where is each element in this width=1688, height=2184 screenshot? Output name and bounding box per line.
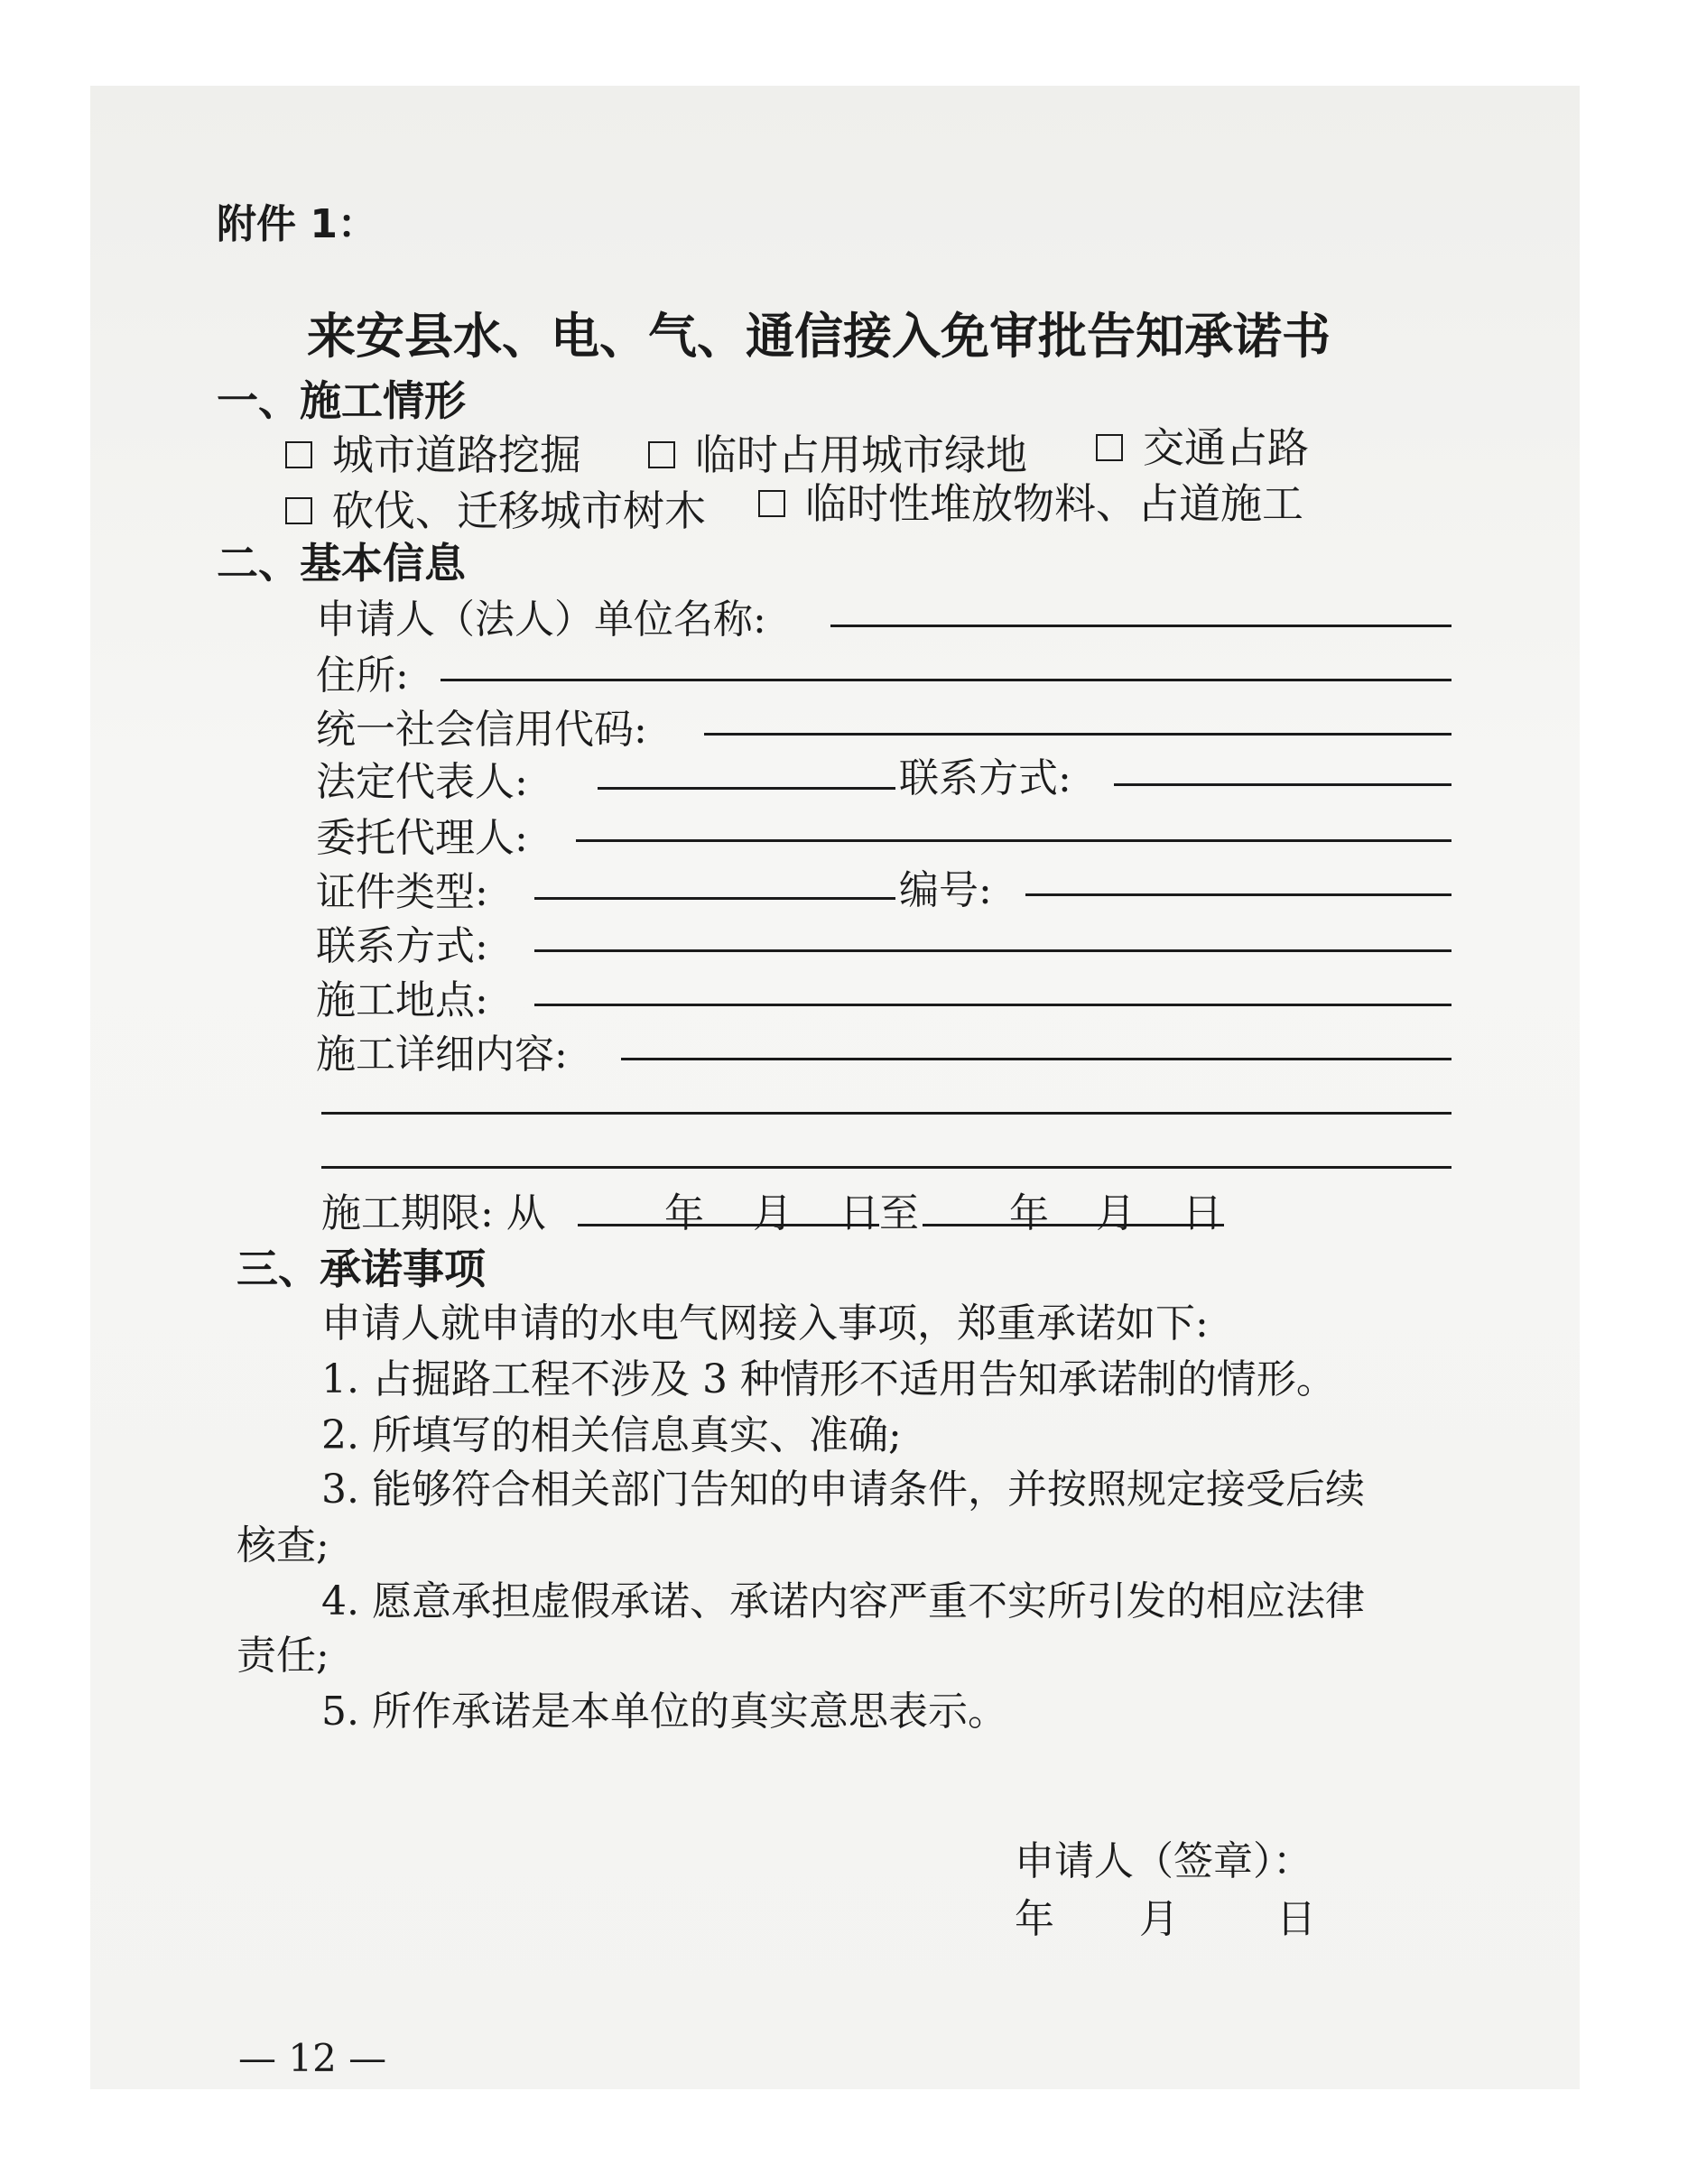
period-month2: 月: [1096, 1190, 1136, 1236]
commitment-item-4-cont: 责任;: [237, 1633, 329, 1679]
option-traffic-road[interactable]: [1096, 415, 1309, 475]
checkbox-icon[interactable]: [1096, 434, 1123, 461]
credit-code-label: 统一社会信用代码:: [316, 707, 647, 753]
period-month1: 月: [753, 1190, 793, 1236]
commitment-intro: 申请人就申请的水电气网接入事项，郑重承诺如下:: [321, 1300, 1209, 1346]
option-material-stacking[interactable]: [758, 471, 1303, 531]
commitment-item-1: 1. 占掘路工程不涉及 3 种情形不适用告知承诺制的情形。: [321, 1356, 1336, 1402]
applicant-unit-label: 申请人（法人）单位名称:: [316, 597, 766, 643]
details-input-line1[interactable]: [621, 1058, 1451, 1060]
section2-heading: 二、基本信息: [217, 539, 466, 588]
commitment-item-5: 5. 所作承诺是本单位的真实意思表示。: [321, 1689, 1007, 1735]
agent-label: 委托代理人:: [316, 815, 528, 861]
agent-input[interactable]: [576, 839, 1451, 842]
commitment-item-3-cont: 核查;: [237, 1522, 329, 1569]
id-type-input[interactable]: [534, 897, 895, 900]
checkbox-icon[interactable]: [648, 441, 675, 468]
option-label: 临时性堆放物料、占道施工: [805, 479, 1303, 528]
section3-heading: 三、承诺事项: [237, 1245, 486, 1293]
commitment-item-2: 2. 所填写的相关信息真实、准确;: [321, 1412, 902, 1458]
attachment-label: 附件 1：: [217, 201, 377, 247]
address-input[interactable]: [441, 679, 1451, 681]
site-label: 施工地点:: [316, 977, 488, 1023]
details-input-line3[interactable]: [321, 1166, 1451, 1169]
commitment-item-4: 4. 愿意承担虚假承诺、承诺内容严重不实所引发的相应法律: [321, 1578, 1365, 1624]
contact-label: 联系方式:: [316, 923, 488, 969]
period-day1: 日至: [839, 1190, 919, 1236]
section1-heading: 一、施工情形: [217, 376, 466, 425]
document-title: 来安县水、电、气、通信接入免审批告知承诺书: [307, 308, 1331, 365]
page-number: — 12 —: [238, 2036, 387, 2080]
signature-month: 月: [1139, 1896, 1179, 1942]
legal-rep-contact-label: 联系方式:: [899, 755, 1071, 801]
period-year2: 年: [1009, 1190, 1049, 1236]
contact-input[interactable]: [534, 949, 1451, 952]
option-label: 临时占用城市绿地: [695, 430, 1027, 479]
period-year1: 年: [664, 1190, 704, 1236]
option-tree-felling[interactable]: [285, 478, 706, 538]
signature-day: 日: [1276, 1896, 1316, 1942]
checkbox-icon[interactable]: [285, 497, 312, 524]
period-label: 施工期限: 从: [321, 1190, 546, 1236]
option-road-excavation[interactable]: [285, 422, 581, 482]
checkbox-icon[interactable]: [758, 490, 785, 517]
legal-rep-input[interactable]: [598, 787, 895, 790]
details-input-line2[interactable]: [321, 1112, 1451, 1115]
option-label: 交通占路: [1143, 423, 1309, 472]
address-label: 住所:: [316, 652, 409, 699]
period-end-input[interactable]: [923, 1224, 1224, 1226]
applicant-unit-input[interactable]: [830, 625, 1451, 627]
id-number-input[interactable]: [1025, 893, 1451, 896]
legal-rep-label: 法定代表人:: [316, 759, 528, 805]
signature-label: 申请人（签章）：: [1015, 1838, 1312, 1884]
commitment-item-3: 3. 能够符合相关部门告知的申请条件，并按照规定接受后续: [321, 1467, 1365, 1513]
id-type-label: 证件类型:: [316, 869, 488, 915]
period-day2: 日: [1183, 1190, 1222, 1236]
site-input[interactable]: [534, 1004, 1451, 1006]
signature-year: 年: [1015, 1896, 1054, 1942]
option-label: 城市道路挖掘: [332, 430, 581, 479]
details-label: 施工详细内容:: [316, 1032, 568, 1078]
option-label: 砍伐、迁移城市树木: [332, 486, 706, 535]
legal-rep-contact-input[interactable]: [1114, 783, 1451, 786]
period-start-input[interactable]: [578, 1224, 879, 1226]
checkbox-icon[interactable]: [285, 441, 312, 468]
id-number-label: 编号:: [899, 867, 992, 913]
credit-code-input[interactable]: [704, 733, 1451, 736]
